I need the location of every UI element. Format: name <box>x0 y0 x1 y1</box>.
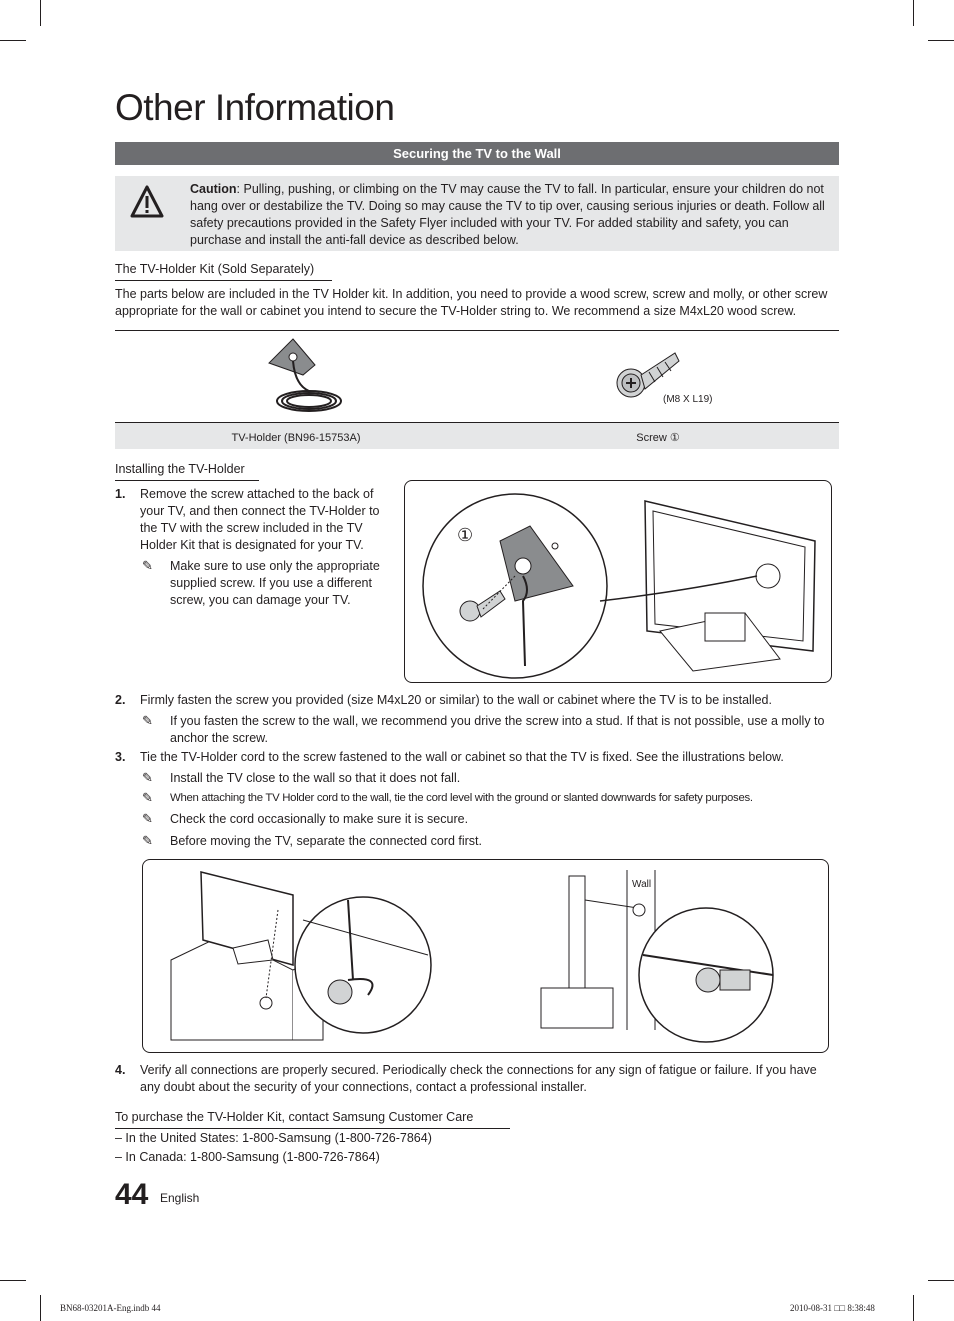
tie-cord-figure <box>142 859 829 1053</box>
tv-holder-illustration <box>265 335 355 417</box>
step-number: 4. <box>115 1063 126 1077</box>
step-note: Install the TV close to the wall so that it does not fall. <box>170 771 461 785</box>
step-note: When attaching the TV Holder cord to the wall, tie the cord level with the ground or slanted downwards for safety purposes. <box>170 792 753 804</box>
install-figure <box>404 480 832 683</box>
step-text: Tie the TV-Holder cord to the screw fastened to the wall or cabinet so that the TV is fixed. See the illustrations below. <box>140 750 784 764</box>
purchase-heading: To purchase the TV-Holder Kit, contact Samsung Customer Care <box>115 1109 510 1129</box>
note-pencil-icon: ✎ <box>142 833 153 848</box>
note-pencil-icon: ✎ <box>142 713 153 728</box>
step-note: Make sure to use only the appropriate supplied screw. If you use a different screw, you can damage your TV. <box>170 559 380 607</box>
tv-holder-attach-illustration <box>405 481 832 683</box>
step-note: If you fasten the screw to the wall, we recommend you drive the screw into a stud. If that is not possible, use a molly to anchor the screw. <box>170 714 825 745</box>
figure-marker: ① <box>457 525 474 545</box>
crop-mark <box>40 0 41 26</box>
purchase-line: – In Canada: 1-800-Samsung (1-800-726-7864) <box>115 1150 380 1164</box>
crop-mark <box>40 1295 41 1321</box>
page-number: 44 <box>115 1178 149 1211</box>
note-pencil-icon: ✎ <box>142 770 153 785</box>
step-text: Remove the screw attached to the back of your TV, and then connect the TV-Holder to the TV with the screw included in the TV Holder Kit that is designated for your TV. <box>140 487 380 552</box>
step-number: 2. <box>115 693 126 707</box>
crop-mark <box>0 40 26 41</box>
part-caption: TV-Holder (BN96-15753A) <box>231 432 361 444</box>
caution-body: : Pulling, pushing, or climbing on the TV may cause the TV to fall. In particular, ensure your children do not hang over or destabilize the TV. Doing so may cause the TV to tip over, causing serious injuries or death. Follow all safety precautions provided in the Safety Flyer included with your TV. For added stability and safety, you can purchase and install the anti-fall device as described below. <box>190 182 825 247</box>
tie-cord-illustration <box>143 860 829 1053</box>
step-text: Firmly fasten the screw you provided (size M4xL20 or similar) to the wall or cabinet where the TV is to be installed. <box>140 693 772 707</box>
warning-triangle-icon <box>130 184 164 220</box>
install-heading: Installing the TV-Holder <box>115 461 259 481</box>
print-slug-file: BN68-03201A-Eng.indb 44 <box>60 1303 161 1313</box>
step-number: 3. <box>115 750 126 764</box>
note-pencil-icon: ✎ <box>142 558 153 573</box>
crop-mark <box>913 1295 914 1321</box>
step-number: 1. <box>115 487 126 501</box>
step-text: Verify all connections are properly secured. Periodically check the connections for any sign of fatigue or failure. If you have any doubt about the security of your connections, contact a professional installer. <box>140 1063 817 1094</box>
purchase-line: – In the United States: 1-800-Samsung (1-800-726-7864) <box>115 1131 432 1145</box>
caution-box <box>115 176 839 251</box>
kit-heading: The TV-Holder Kit (Sold Separately) <box>115 261 332 281</box>
part-caption: Screw ① <box>636 432 680 444</box>
screw-size-label: (M8 X L19) <box>663 394 713 405</box>
page-language: English <box>160 1191 200 1205</box>
step-note: Check the cord occasionally to make sure it is secure. <box>170 812 469 826</box>
crop-mark <box>913 0 914 26</box>
section-title: Securing the TV to the Wall <box>115 142 839 165</box>
crop-mark <box>928 40 954 41</box>
crop-mark <box>928 1280 954 1281</box>
print-slug-date: 2010-08-31 □□ 8:38:48 <box>790 1303 875 1313</box>
caution-label: Caution <box>190 182 237 196</box>
caution-text <box>190 181 830 249</box>
page-title: Other Information <box>115 87 395 128</box>
crop-mark <box>0 1280 26 1281</box>
note-pencil-icon: ✎ <box>142 811 153 826</box>
parts-table <box>115 330 839 449</box>
note-pencil-icon: ✎ <box>142 790 153 805</box>
wall-label: Wall <box>632 879 652 890</box>
parts-caption-row <box>115 422 839 449</box>
step-note: Before moving the TV, separate the connected cord first. <box>170 834 482 848</box>
kit-description: The parts below are included in the TV Holder kit. In addition, you need to provide a wood screw, screw and molly, or other screw appropriate for the wall or cabinet you intend to secure the TV-Holder string to. We recommend a size M4xL20 wood screw. <box>115 287 828 318</box>
